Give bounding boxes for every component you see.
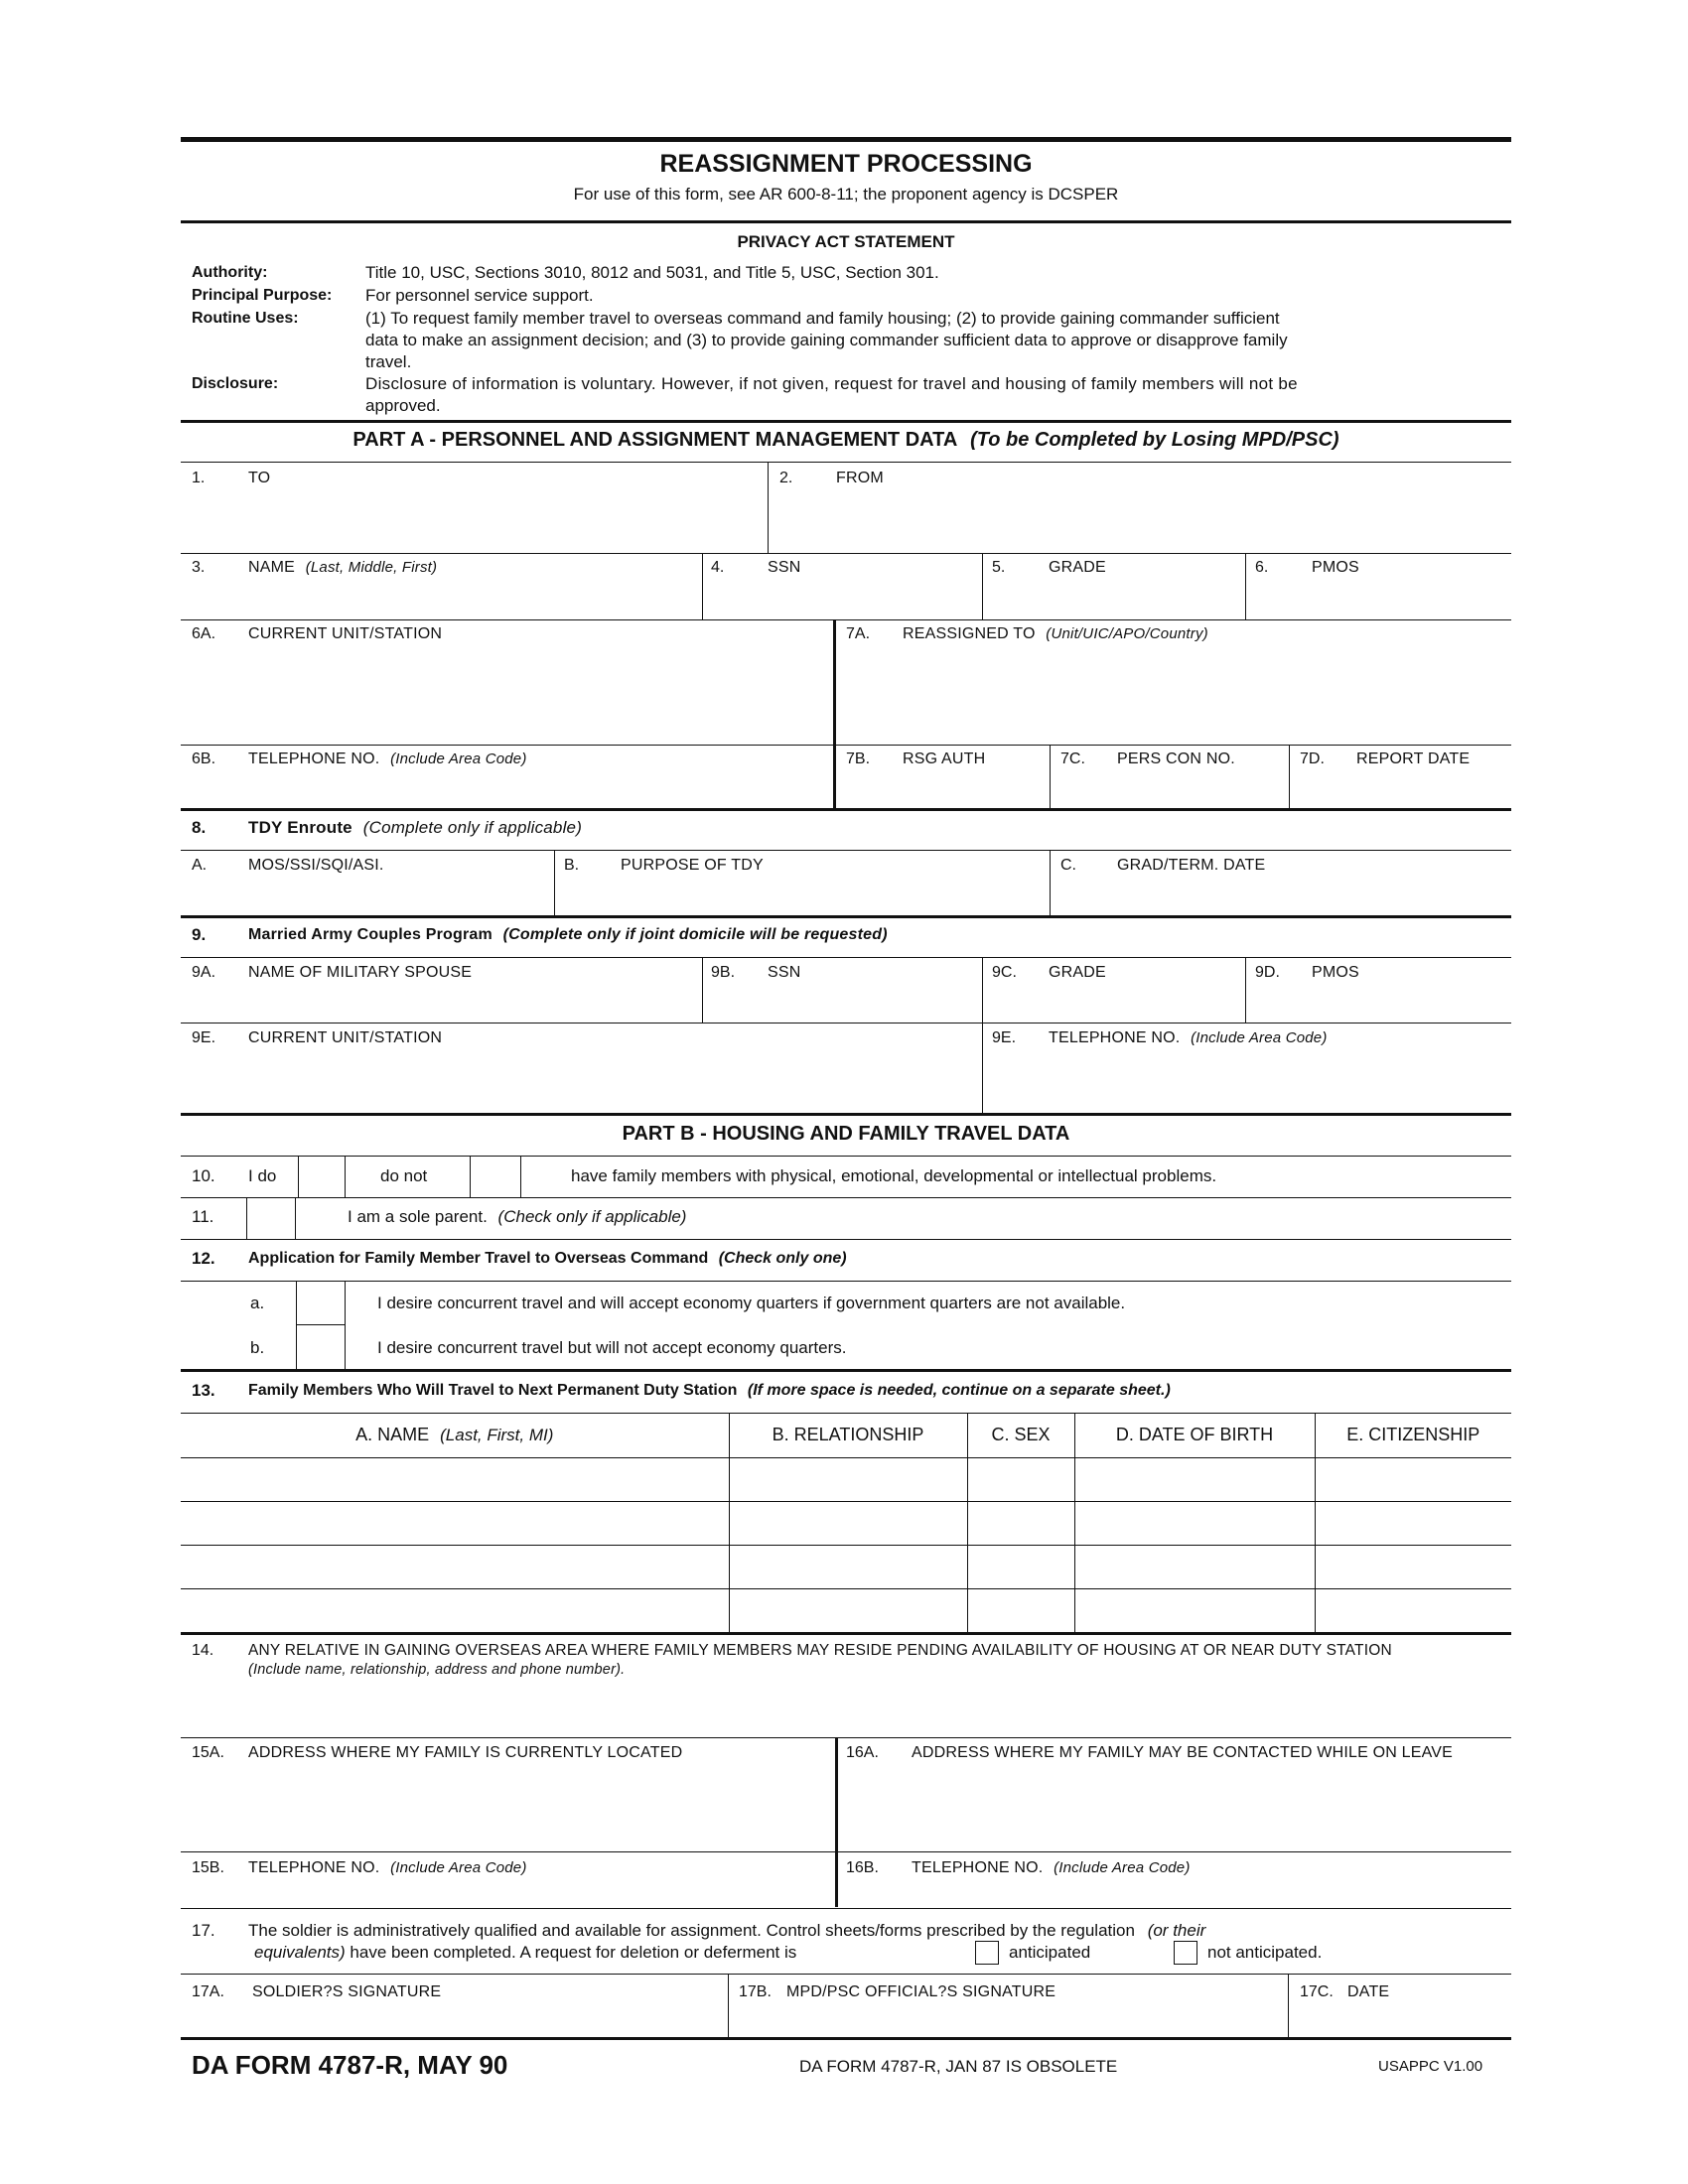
rule <box>181 1908 1511 1909</box>
field-9b-label: SSN <box>768 964 801 981</box>
field-8c-number: C. <box>1060 857 1076 874</box>
telephone-note: (Include Area Code) <box>390 751 527 767</box>
field-7b-label: RSG AUTH <box>903 751 986 767</box>
table-row <box>181 1501 1511 1545</box>
family-telephone-label: TELEPHONE NO. <box>248 1859 380 1876</box>
disclosure-line-2: approved. <box>365 396 441 415</box>
reassigned-to-note: (Unit/UIC/APO/Country) <box>1046 625 1208 642</box>
field-6a-label: CURRENT UNIT/STATION <box>248 625 443 642</box>
disclosure-label: Disclosure: <box>192 375 279 392</box>
field-2-label: FROM <box>836 470 884 486</box>
field-9c-number: 9C. <box>992 964 1017 981</box>
mos-ssi-field[interactable] <box>181 851 553 914</box>
privacy-heading: PRIVACY ACT STATEMENT <box>737 232 955 251</box>
relative-overseas-field[interactable] <box>181 1635 1511 1736</box>
rsg-auth-field[interactable] <box>836 746 1049 807</box>
field-9e-phone-number: 9E. <box>992 1029 1017 1046</box>
sole-parent-checkbox[interactable] <box>247 1198 295 1238</box>
leave-telephone-label: TELEPHONE NO. <box>912 1859 1044 1876</box>
family-members-table <box>181 1414 1511 1632</box>
field-14-number: 14. <box>192 1642 214 1659</box>
pmos-field[interactable] <box>1246 554 1511 618</box>
field-17c-number: 17C. <box>1300 1983 1334 2000</box>
field-9a-number: 9A. <box>192 964 216 981</box>
authority-label: Authority: <box>192 264 268 281</box>
cell-relationship[interactable] <box>729 1545 967 1588</box>
do-not-checkbox[interactable] <box>471 1157 520 1196</box>
field-8b-number: B. <box>564 857 580 874</box>
reassigned-to-field[interactable] <box>836 620 1511 744</box>
routine-uses-label: Routine Uses: <box>192 310 299 327</box>
family-current-address-field[interactable] <box>181 1738 834 1850</box>
spouse-unit-station-field[interactable] <box>181 1024 981 1113</box>
family-leave-address-field[interactable] <box>838 1738 1511 1850</box>
field-15a-label: ADDRESS WHERE MY FAMILY IS CURRENTLY LOCATED <box>248 1744 683 1761</box>
field-7b-number: 7B. <box>846 751 871 767</box>
column-header-citizenship: E. CITIZENSHIP <box>1315 1414 1511 1457</box>
family-current-telephone-field[interactable] <box>181 1852 834 1907</box>
spouse-pmos-field[interactable] <box>1246 958 1511 1022</box>
field-7c-number: 7C. <box>1060 751 1085 767</box>
to-field[interactable] <box>181 463 767 552</box>
tdy-enroute-note: (Complete only if applicable) <box>362 818 583 837</box>
family-members-label: Family Members Who Will Travel to Next Permanent Duty Station <box>248 1382 738 1399</box>
obsolete-notice: DA FORM 4787-R, JAN 87 IS OBSOLETE <box>799 2057 1118 2076</box>
family-leave-telephone-field[interactable] <box>838 1852 1511 1907</box>
telephone-field[interactable] <box>181 746 832 807</box>
anticipated-label: anticipated <box>1009 1943 1091 1962</box>
field-17-line-1 <box>248 1921 1205 1941</box>
field-9b-number: 9B. <box>711 964 736 981</box>
field-17-number: 17. <box>192 1921 215 1940</box>
macp-note: (Complete only if joint domicile will be requested) <box>502 926 888 943</box>
authority-text: Title 10, USC, Sections 3010, 8012 and 5031, and Title 5, USC, Section 301. <box>365 263 939 282</box>
divider <box>520 1157 521 1197</box>
spouse-grade-field[interactable] <box>983 958 1244 1022</box>
field-6-number: 6. <box>1255 559 1269 576</box>
field-4-label: SSN <box>768 559 801 576</box>
field-16b-number: 16B. <box>846 1859 879 1876</box>
family-members-note: (If more space is needed, continue on a separate sheet.) <box>747 1382 1171 1399</box>
official-signature-field[interactable] <box>729 1975 1287 2036</box>
rule <box>181 1369 1511 1372</box>
part-a-title <box>181 428 1511 452</box>
field-16a-number: 16A. <box>846 1744 879 1761</box>
field-4-number: 4. <box>711 559 725 576</box>
option-b-text: I desire concurrent travel but will not accept economy quarters. <box>377 1338 847 1357</box>
grad-term-date-field[interactable] <box>1051 851 1511 914</box>
part-b-title: PART B - HOUSING AND FAMILY TRAVEL DATA <box>622 1123 1070 1145</box>
field-15a-number: 15A. <box>192 1744 224 1761</box>
table-row <box>181 1545 1511 1588</box>
field-9a-label: NAME OF MILITARY SPOUSE <box>248 964 473 981</box>
sole-parent-note: (Check only if applicable) <box>497 1207 687 1226</box>
cell-relationship[interactable] <box>729 1457 967 1501</box>
rule <box>181 1197 1511 1198</box>
header-rule <box>181 220 1511 223</box>
table-row <box>181 1588 1511 1632</box>
routine-uses-line-2: data to make an assignment decision; and (3) to provide gaining commander sufficient data to approve or disapprove family <box>365 331 1288 349</box>
field-5-number: 5. <box>992 559 1006 576</box>
form-id: DA FORM 4787-R, MAY 90 <box>192 2050 508 2080</box>
disclosure-line-1: Disclosure of information is voluntary. However, if not given, request for travel and housing of family members will not be <box>365 374 1298 393</box>
field-17a-number: 17A. <box>192 1983 224 2000</box>
field-8-label <box>248 818 582 838</box>
field-2-number: 2. <box>779 470 793 486</box>
do-not-label: do not <box>380 1166 428 1185</box>
form-title: REASSIGNMENT PROCESSING <box>659 150 1033 178</box>
cell-sex[interactable] <box>967 1501 1074 1545</box>
concurrent-travel-decline-checkbox[interactable] <box>297 1325 345 1368</box>
name-field[interactable] <box>181 554 701 618</box>
rule <box>181 915 1511 918</box>
option-b-letter: b. <box>250 1338 265 1357</box>
routine-uses-line-1: (1) To request family member travel to overseas command and family housing; (2) to provide gaining commander sufficient <box>365 309 1280 328</box>
field-11-number: 11. <box>192 1207 214 1226</box>
rule <box>181 1281 1511 1282</box>
field-10-text: have family members with physical, emotional, developmental or intellectual problems. <box>571 1166 1217 1185</box>
rule <box>181 1156 1511 1157</box>
field-11-text <box>348 1207 686 1227</box>
cell-sex[interactable] <box>967 1457 1074 1501</box>
column-header-dob: D. DATE OF BIRTH <box>1074 1414 1315 1457</box>
rule <box>181 1113 1511 1116</box>
concurrent-travel-accept-checkbox[interactable] <box>297 1282 345 1324</box>
name-label: NAME <box>248 559 296 576</box>
routine-uses-line-3: travel. <box>365 352 412 371</box>
cell-dob[interactable] <box>1074 1457 1315 1501</box>
cell-name[interactable] <box>181 1457 729 1501</box>
field-9e-number: 9E. <box>192 1029 216 1046</box>
cell-citizenship[interactable] <box>1315 1501 1511 1545</box>
pers-con-no-field[interactable] <box>1051 746 1288 807</box>
field-14-note: (Include name, relationship, address and phone number). <box>248 1662 626 1678</box>
spouse-telephone-label: TELEPHONE NO. <box>1049 1029 1181 1046</box>
ssn-field[interactable] <box>703 554 981 618</box>
name-header-note: (Last, First, MI) <box>440 1426 554 1445</box>
divider <box>345 1157 346 1197</box>
top-rule <box>181 137 1511 142</box>
field-9d-number: 9D. <box>1255 964 1280 981</box>
field-17a-label: SOLDIER?S SIGNATURE <box>252 1983 442 2000</box>
grade-field[interactable] <box>983 554 1244 618</box>
cell-relationship[interactable] <box>729 1501 967 1545</box>
version-label: USAPPC V1.00 <box>1378 2058 1483 2075</box>
field-17b-number: 17B. <box>739 1983 772 2000</box>
field-8a-number: A. <box>192 857 208 874</box>
cell-sex[interactable] <box>967 1545 1074 1588</box>
i-do-label: I do <box>248 1166 277 1185</box>
table-row <box>181 1457 1511 1501</box>
field-6-label: PMOS <box>1312 559 1359 576</box>
column-header-sex: C. SEX <box>967 1414 1074 1457</box>
cell-citizenship[interactable] <box>1315 1588 1511 1632</box>
field-16a-label: ADDRESS WHERE MY FAMILY MAY BE CONTACTED WHILE ON LEAVE <box>912 1744 1454 1761</box>
qualification-note: (or their <box>1147 1921 1206 1940</box>
cell-sex[interactable] <box>967 1588 1074 1632</box>
field-8c-label: GRAD/TERM. DATE <box>1117 857 1266 874</box>
not-anticipated-label: not anticipated. <box>1207 1943 1323 1962</box>
name-header-label: A. NAME <box>355 1425 430 1445</box>
field-7c-label: PERS CON NO. <box>1117 751 1235 767</box>
field-12-label <box>248 1249 847 1269</box>
field-17c-label: DATE <box>1347 1983 1390 2000</box>
field-10-number: 10. <box>192 1166 215 1185</box>
date-field[interactable] <box>1289 1975 1511 2036</box>
field-3-number: 3. <box>192 559 206 576</box>
deferment-statement: have been completed. A request for deletion or deferment is <box>350 1943 797 1962</box>
spouse-telephone-note: (Include Area Code) <box>1191 1029 1328 1046</box>
field-7a-number: 7A. <box>846 625 871 642</box>
spouse-name-field[interactable] <box>181 958 701 1022</box>
current-unit-station-field[interactable] <box>181 620 832 744</box>
report-date-field[interactable] <box>1290 746 1511 807</box>
cell-citizenship[interactable] <box>1315 1457 1511 1501</box>
option-a-letter: a. <box>250 1294 265 1312</box>
from-field[interactable] <box>769 463 1511 552</box>
field-9-number: 9. <box>192 925 207 944</box>
part-a-top-rule <box>181 420 1511 423</box>
field-7d-number: 7D. <box>1300 751 1325 767</box>
qualification-statement: The soldier is administratively qualified and available for assignment. Control sheets/forms prescribed by the regulation <box>248 1921 1135 1940</box>
part-a-title-text: PART A - PERSONNEL AND ASSIGNMENT MANAGEMENT DATA <box>352 429 957 451</box>
field-6a-number: 6A. <box>192 625 216 642</box>
sole-parent-label: I am a sole parent. <box>348 1207 488 1226</box>
field-9c-label: GRADE <box>1049 964 1106 981</box>
equivalents-note: equivalents) <box>254 1943 346 1962</box>
not-anticipated-checkbox[interactable] <box>1174 1941 1197 1965</box>
field-8b-label: PURPOSE OF TDY <box>621 857 764 874</box>
field-12-number: 12. <box>192 1249 215 1268</box>
name-note: (Last, Middle, First) <box>305 559 438 576</box>
rule <box>181 2037 1511 2040</box>
travel-application-note: (Check only one) <box>718 1250 847 1267</box>
field-6b-number: 6B. <box>192 751 216 767</box>
spouse-ssn-field[interactable] <box>703 958 981 1022</box>
cell-dob[interactable] <box>1074 1501 1315 1545</box>
cell-citizenship[interactable] <box>1315 1545 1511 1588</box>
field-13-number: 13. <box>192 1381 215 1400</box>
telephone-label: TELEPHONE NO. <box>248 751 380 767</box>
soldier-signature-field[interactable] <box>181 1975 727 2036</box>
cell-name[interactable] <box>181 1501 729 1545</box>
field-9d-label: PMOS <box>1312 964 1359 981</box>
rule <box>181 1239 1511 1240</box>
column-header-relationship: B. RELATIONSHIP <box>729 1414 967 1457</box>
form-subtitle: For use of this form, see AR 600-8-11; the proponent agency is DCSPER <box>573 185 1119 204</box>
field-17-line-2 <box>254 1943 796 1963</box>
cell-dob[interactable] <box>1074 1588 1315 1632</box>
cell-name[interactable] <box>181 1588 729 1632</box>
purpose-text: For personnel service support. <box>365 286 594 305</box>
divider <box>345 1282 346 1369</box>
field-9-label <box>248 925 888 945</box>
i-do-checkbox[interactable] <box>299 1157 345 1196</box>
field-1-label: TO <box>248 470 271 486</box>
cell-name[interactable] <box>181 1545 729 1588</box>
field-1-number: 1. <box>192 470 206 486</box>
field-13-label <box>248 1381 1171 1401</box>
purpose-label: Principal Purpose: <box>192 287 333 304</box>
field-8a-label: MOS/SSI/SQI/ASI. <box>248 857 384 874</box>
purpose-of-tdy-field[interactable] <box>555 851 1049 914</box>
cell-relationship[interactable] <box>729 1588 967 1632</box>
part-a-note: (To be Completed by Losing MPD/PSC) <box>970 429 1339 451</box>
macp-label: Married Army Couples Program <box>248 926 492 943</box>
field-14-text: ANY RELATIVE IN GAINING OVERSEAS AREA WHERE FAMILY MEMBERS MAY RESIDE PENDING AVAILABILITY OF HOUSING AT OR NEAR DUTY STATION <box>248 1642 1392 1659</box>
field-5-label: GRADE <box>1049 559 1106 576</box>
family-telephone-note: (Include Area Code) <box>390 1859 527 1876</box>
rule <box>181 808 1511 811</box>
tdy-enroute-label: TDY Enroute <box>248 818 352 837</box>
field-17b-label: MPD/PSC OFFICIAL?S SIGNATURE <box>786 1983 1056 2000</box>
table-header-row <box>181 1414 1511 1457</box>
reassigned-to-label: REASSIGNED TO <box>903 625 1036 642</box>
column-header-name <box>181 1414 729 1457</box>
travel-application-label: Application for Family Member Travel to Overseas Command <box>248 1250 709 1267</box>
field-15b-number: 15B. <box>192 1859 224 1876</box>
option-a-text: I desire concurrent travel and will accept economy quarters if government quarters are not available. <box>377 1294 1126 1312</box>
leave-telephone-note: (Include Area Code) <box>1054 1859 1191 1876</box>
cell-dob[interactable] <box>1074 1545 1315 1588</box>
spouse-telephone-field[interactable] <box>983 1024 1511 1113</box>
field-9e-label: CURRENT UNIT/STATION <box>248 1029 443 1046</box>
divider <box>295 1198 296 1239</box>
field-7d-label: REPORT DATE <box>1356 751 1471 767</box>
anticipated-checkbox[interactable] <box>975 1941 999 1965</box>
field-8-number: 8. <box>192 818 207 837</box>
